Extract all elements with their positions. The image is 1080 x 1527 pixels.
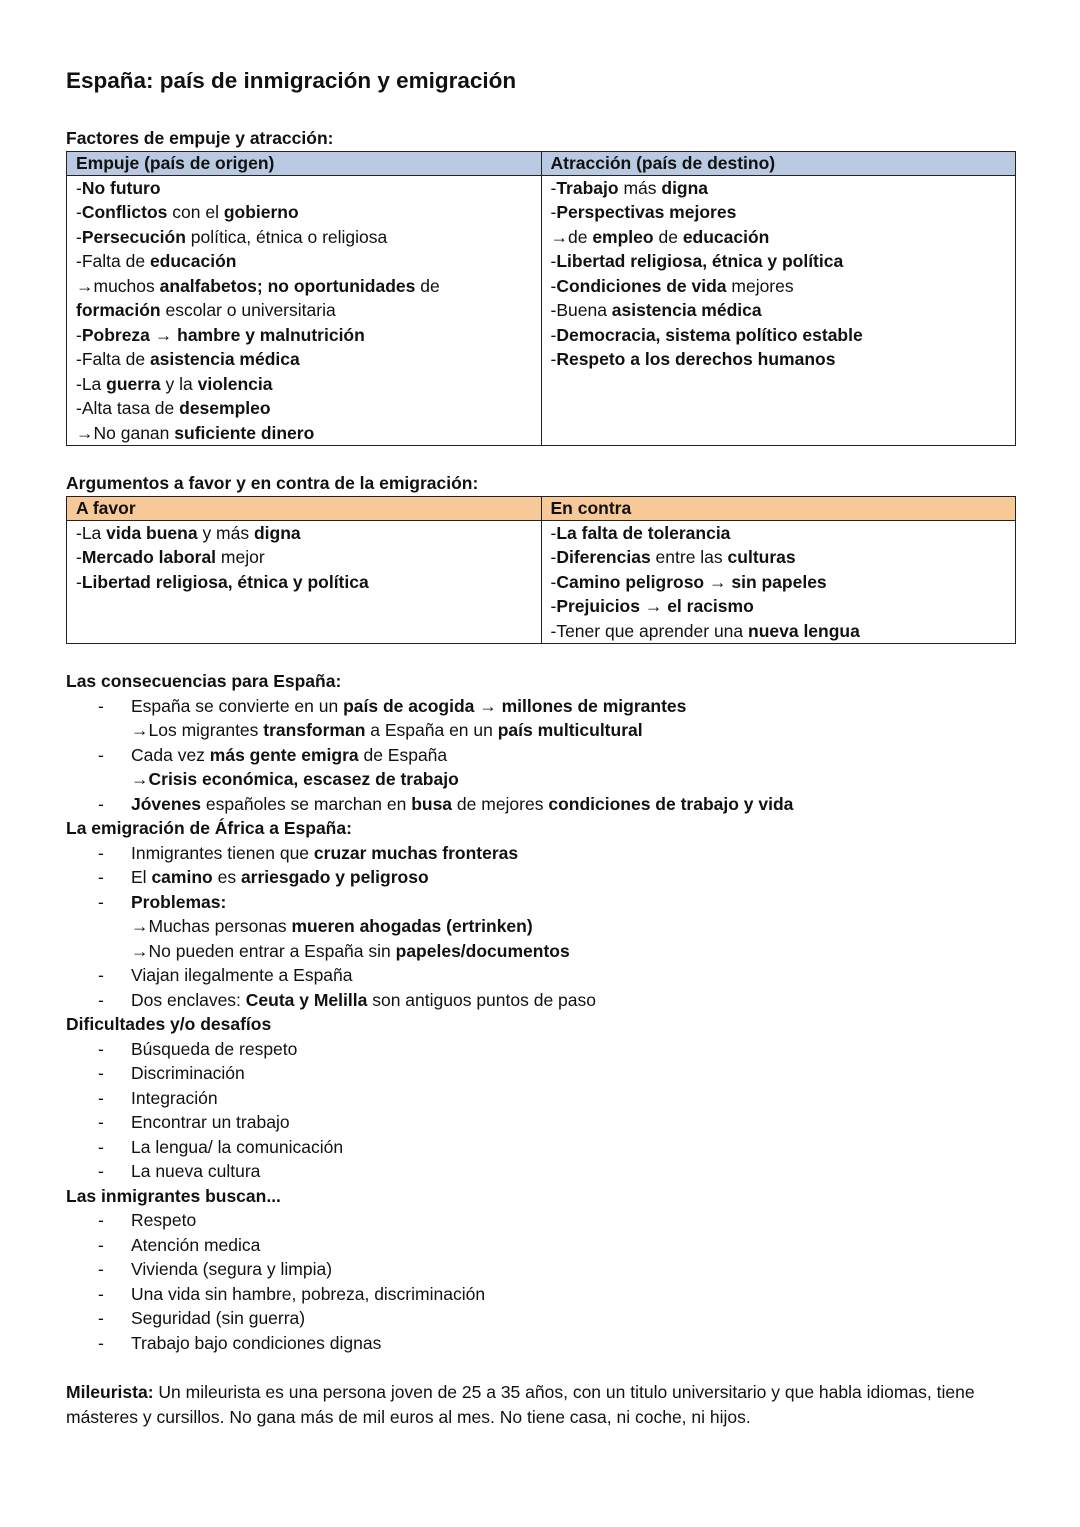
list-item: - España se convierte en un país de acogida → millones de migrantes [66,694,1016,719]
list-item: - Trabajo bajo condiciones dignas [66,1331,1016,1356]
cell-line: -La guerra y la violencia [76,373,273,394]
cell-line: →de empleo de educación [550,226,770,247]
mileurista-definition [66,1380,1016,1429]
cell-line: -Libertad religiosa, étnica y política [76,571,369,592]
consequences-list [66,694,1016,817]
list-item: - Una vida sin hambre, pobreza, discriminación [66,1282,1016,1307]
cell-line: -La vida buena y más digna [76,522,301,543]
list-item: - Atención medica [66,1233,1016,1258]
cell-line: -Persecución política, étnica o religiosa [76,226,388,247]
list-item: - Dos enclaves: Ceuta y Melilla son antiguos puntos de paso [66,988,1016,1013]
factors-heading: Factores de empuje y atracción: [66,128,334,148]
list-item: - Viajan ilegalmente a España [66,963,1016,988]
contra-header: En contra [541,496,1016,520]
push-list [67,175,542,446]
cell-line: -Libertad religiosa, étnica y política [550,251,844,271]
cell-line: -Democracia, sistema político estable [550,324,863,345]
list-subitem: →No pueden entrar a España sin papeles/documentos [131,940,570,961]
cell-line: -Mercado laboral mejor [76,547,265,567]
cell-line: -Condiciones de vida mejores [550,275,794,296]
africa-heading: La emigración de África a España: [66,818,352,838]
document-page [66,64,1016,1429]
list-item: - El camino es arriesgado y peligroso [66,865,1016,890]
cell-line: -Pobreza → hambre y malnutrición [76,324,365,345]
list-item: - Inmigrantes tienen que cruzar muchas fronteras [66,841,1016,866]
list-item: - Problemas: [66,890,1016,915]
challenges-list [66,1037,1016,1184]
list-item: - Encontrar un trabajo [66,1110,1016,1135]
contra-list [541,520,1016,644]
cell-line: -Diferencias entre las culturas [550,547,796,567]
list-item: - La nueva cultura [66,1159,1016,1184]
list-item: - Jóvenes españoles se marchan en busa de mejores condiciones de trabajo y vida [66,792,1016,817]
cell-line: -No futuro [76,177,161,198]
cell-line: formación escolar o universitaria [76,300,336,320]
list-subitem: →Crisis económica, escasez de trabajo [131,769,459,789]
list-subitem: →Muchas personas mueren ahogadas (ertrinken) [131,916,533,936]
cell-line: -Falta de educación [76,251,237,271]
cell-line: -Alta tasa de desempleo [76,398,271,418]
pull-list [541,175,1016,446]
cell-line: -Tener que aprender una nueva lengua [550,620,860,641]
list-item: - Respeto [66,1208,1016,1233]
list-subitem: →Los migrantes transforman a España en un país multicultural [131,720,643,740]
cell-line: -Conflictos con el gobierno [76,202,299,222]
cell-line: -Buena asistencia médica [550,300,762,320]
list-item: - Discriminación [66,1061,1016,1086]
push-header: Empuje (país de origen) [67,151,542,175]
list-item: - Búsqueda de respeto [66,1037,1016,1062]
cell-line: -Camino peligroso → sin papeles [550,571,827,592]
cell-line: -Falta de asistencia médica [76,349,300,369]
africa-list [66,841,1016,1013]
mileurista-text: Un mileurista es una persona joven de 25 a 35 años, con un titulo universitario y que habla idiomas, tiene másteres y cursillos. No gana más de mil euros al mes. No tiene casa, ni coche, ni hijos. [66,1382,975,1427]
consequences-heading: Las consecuencias para España: [66,671,342,691]
pull-header: Atracción (país de destino) [541,151,1016,175]
favor-header: A favor [67,496,542,520]
list-item: - La lengua/ la comunicación [66,1135,1016,1160]
list-item: - Cada vez más gente emigra de España [66,743,1016,768]
factors-table [66,151,1016,447]
cell-line: -Prejuicios → el racismo [550,596,754,616]
list-item: - Seguridad (sin guerra) [66,1306,1016,1331]
list-item: - Integración [66,1086,1016,1111]
cell-line: →No ganan suficiente dinero [76,422,315,443]
challenges-heading: Dificultades y/o desafíos [66,1014,272,1034]
cell-line: -Trabajo más digna [550,177,709,198]
seek-heading: Las inmigrantes buscan... [66,1185,281,1206]
mileurista-term: Mileurista: [66,1382,154,1402]
cell-line: -La falta de tolerancia [550,522,731,543]
page-title: España: país de inmigración y emigración [66,68,517,93]
list-item: - Vivienda (segura y limpia) [66,1257,1016,1282]
cell-line: -Respeto a los derechos humanos [550,349,836,369]
arguments-table [66,496,1016,645]
seek-list [66,1208,1016,1355]
favor-list [67,520,542,644]
arguments-heading: Argumentos a favor y en contra de la emigración: [66,473,479,493]
cell-line: -Perspectivas mejores [550,202,737,222]
cell-line: →muchos analfabetos; no oportunidades de [76,275,440,296]
